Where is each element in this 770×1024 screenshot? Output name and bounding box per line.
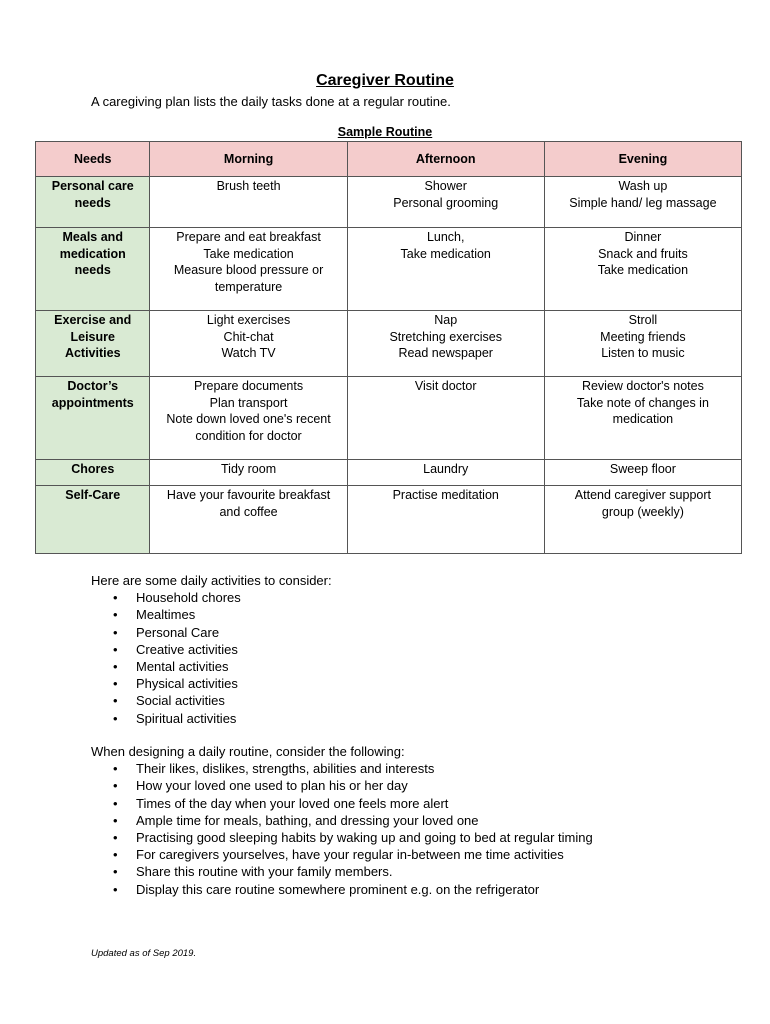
cell-evening (544, 228, 741, 311)
cell-afternoon (347, 177, 544, 228)
cell-line: Listen to music (601, 346, 685, 360)
cell-line: group (weekly) (601, 504, 684, 519)
cell-needs (36, 177, 150, 228)
cell-line: Measure blood pressure or (173, 263, 324, 277)
cell-line: Shower (424, 179, 467, 193)
cell-line: Snack and fruits (598, 246, 688, 261)
cell-morning (150, 377, 347, 460)
cell-evening (544, 486, 741, 554)
design-list-item: • Ample time for meals, bathing, and dressing your loved one (91, 812, 593, 829)
design-list-item: • How your loved one used to plan his or her day (91, 777, 593, 794)
cell-afternoon (347, 311, 544, 377)
cell-line: appointments (51, 395, 134, 410)
design-list-item: • Display this care routine somewhere prominent e.g. on the refrigerator (91, 881, 593, 898)
cell-line: temperature (214, 279, 283, 294)
activity-list-item: • Social activities (91, 692, 332, 709)
cell-line: Watch TV (221, 346, 276, 360)
activities-list (91, 589, 332, 727)
cell-afternoon (347, 377, 544, 460)
cell-line: Take medication (597, 263, 689, 277)
cell-evening (544, 177, 741, 228)
cell-line: Meals and (62, 230, 123, 244)
cell-line: Light exercises (206, 313, 291, 327)
cell-needs (36, 311, 150, 377)
design-list-item: • Their likes, dislikes, strengths, abilities and interests (91, 760, 593, 777)
cell-line: Nap (434, 313, 458, 327)
cell-line: Laundry (423, 462, 469, 476)
design-heading: When designing a daily routine, consider the following: (91, 744, 405, 759)
cell-line: needs (74, 263, 111, 277)
cell-evening (544, 311, 741, 377)
cell-line: Take note of changes in (576, 395, 709, 410)
cell-needs (36, 377, 150, 460)
table-caption: Sample Routine (337, 125, 433, 139)
design-list-item: • Times of the day when your loved one feels more alert (91, 795, 593, 812)
header-needs: Needs (36, 142, 150, 177)
cell-line: Visit doctor (414, 379, 477, 393)
table-row (36, 377, 742, 460)
cell-line: Sweep floor (609, 462, 676, 476)
cell-line: Brush teeth (216, 179, 281, 193)
cell-line: Doctor’s (67, 379, 119, 393)
cell-line: Have your favourite breakfast (166, 488, 331, 502)
cell-line: Chores (71, 462, 115, 476)
activity-list-item: • Mealtimes (91, 606, 332, 623)
cell-line: Personal grooming (393, 195, 499, 210)
design-list (91, 760, 593, 898)
table-row (36, 486, 742, 554)
design-list-item: • Practising good sleeping habits by waking up and going to bed at regular timing (91, 829, 593, 846)
cell-line: Note down loved one's recent (166, 412, 331, 426)
activity-list-item: • Physical activities (91, 675, 332, 692)
cell-line: Personal care (51, 179, 134, 193)
cell-line: medication (612, 412, 674, 426)
intro-text: A caregiving plan lists the daily tasks done at a regular routine. (91, 94, 451, 109)
table-row (36, 311, 742, 377)
cell-line: Dinner (624, 230, 662, 244)
activities-section (91, 572, 332, 727)
table-header-row (36, 142, 742, 177)
cell-morning (150, 177, 347, 228)
cell-line: Attend caregiver support (574, 488, 711, 502)
table-row (36, 460, 742, 486)
cell-line: Practise meditation (392, 488, 499, 502)
cell-afternoon (347, 228, 544, 311)
cell-line: Take medication (400, 246, 491, 261)
activity-list-item: • Mental activities (91, 658, 332, 675)
activities-heading: Here are some daily activities to consider: (91, 573, 332, 588)
cell-line: Exercise and (54, 313, 132, 327)
cell-afternoon (347, 460, 544, 486)
cell-line: Review doctor's notes (581, 379, 704, 393)
cell-morning (150, 311, 347, 377)
routine-table (35, 141, 742, 554)
cell-line: Lunch, (426, 230, 465, 244)
cell-evening (544, 460, 741, 486)
design-list-item: • For caregivers yourselves, have your regular in-between me time activities (91, 846, 593, 863)
cell-line: Activities (64, 346, 121, 360)
cell-line: Plan transport (209, 395, 288, 410)
cell-line: Read newspaper (398, 346, 493, 360)
cell-line: Leisure (70, 329, 115, 344)
footer-note: Updated as of Sep 2019. (91, 948, 197, 959)
cell-morning (150, 486, 347, 554)
cell-line: Meeting friends (600, 329, 686, 344)
activity-list-item: • Creative activities (91, 641, 332, 658)
cell-line: Stretching exercises (389, 329, 502, 344)
design-section (91, 743, 593, 898)
table-row (36, 177, 742, 228)
cell-morning (150, 460, 347, 486)
header-afternoon: Afternoon (347, 142, 544, 177)
cell-line: needs (74, 195, 111, 210)
cell-needs (36, 486, 150, 554)
cell-line: Wash up (618, 179, 668, 193)
cell-line: Self-Care (65, 488, 121, 502)
cell-line: Prepare documents (194, 379, 304, 393)
cell-line: and coffee (219, 504, 278, 519)
cell-evening (544, 377, 741, 460)
header-evening: Evening (544, 142, 741, 177)
activity-list-item: • Personal Care (91, 624, 332, 641)
cell-line: condition for doctor (195, 428, 302, 443)
cell-line: medication (59, 246, 126, 261)
header-morning: Morning (150, 142, 347, 177)
cell-line: Chit-chat (223, 329, 274, 344)
cell-morning (150, 228, 347, 311)
cell-afternoon (347, 486, 544, 554)
cell-line: Tidy room (221, 462, 277, 476)
cell-line: Simple hand/ leg massage (569, 195, 717, 210)
activity-list-item: • Spiritual activities (91, 710, 332, 727)
cell-line: Prepare and eat breakfast (176, 230, 321, 244)
design-list-item: • Share this routine with your family members. (91, 863, 593, 880)
document-title: Caregiver Routine (316, 72, 454, 89)
cell-line: Take medication (203, 246, 294, 261)
cell-line: Stroll (628, 313, 658, 327)
activity-list-item: • Household chores (91, 589, 332, 606)
table-row (36, 228, 742, 311)
cell-needs (36, 228, 150, 311)
cell-needs (36, 460, 150, 486)
